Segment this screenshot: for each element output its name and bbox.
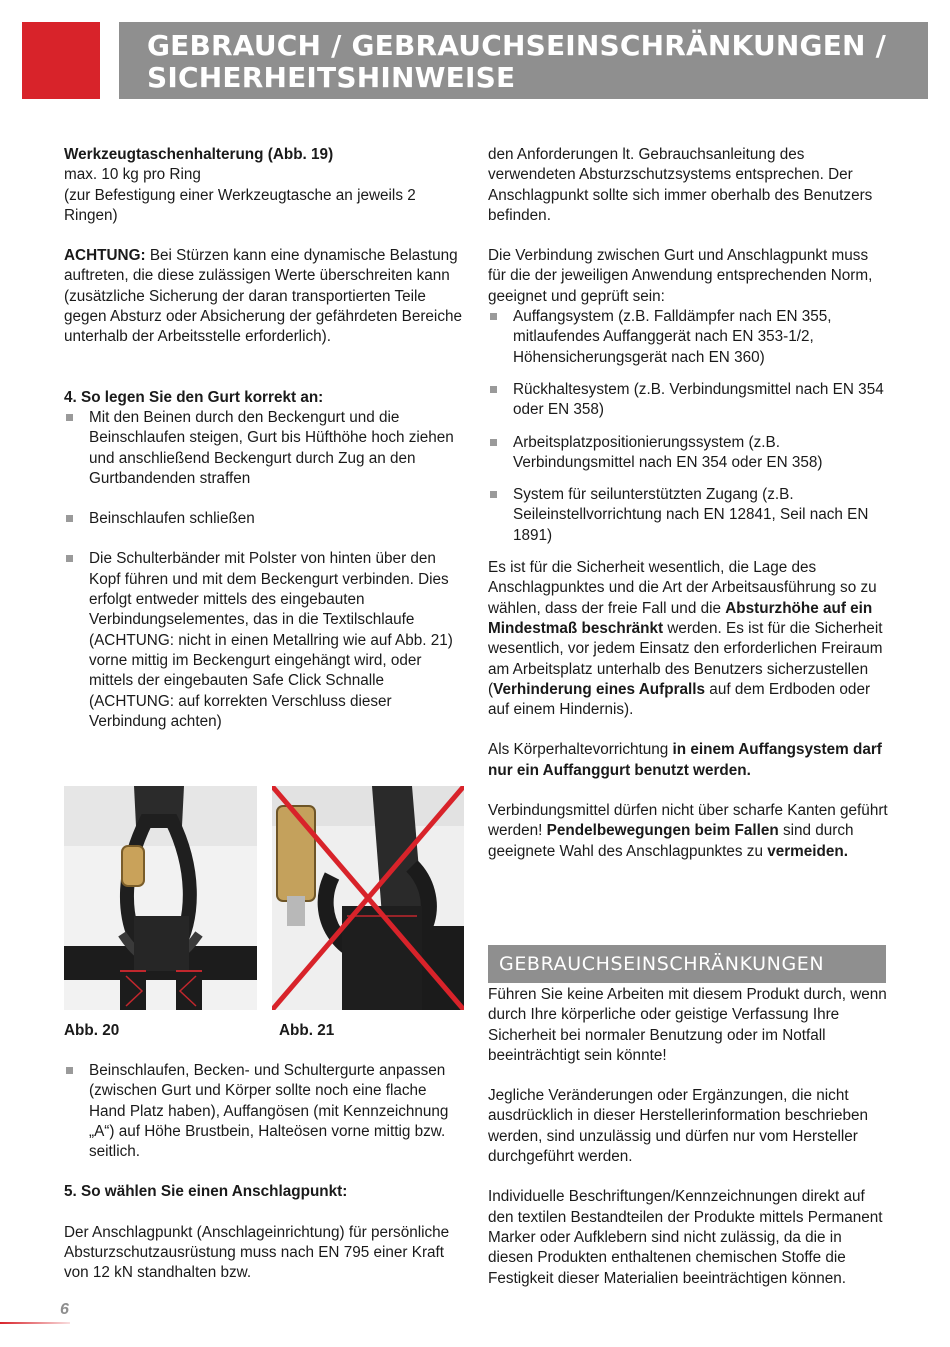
section-5-text: Der Anschlagpunkt (Anschlageinrichtung) für persönliche Absturzschutzausrüstung muss nach EN 795 einer Kraft von 12 kN standhalten bzw.	[64, 1223, 450, 1282]
anchor-requirements-paragraph: den Anforderungen lt. Gebrauchsanleitung des verwendeten Absturzschutzsystems entsprechen. Der Anschlagpunkt sollte sich immer oberhalb des Benutzers befinden.	[488, 146, 873, 224]
page-title-line-1: GEBRAUCH / GEBRAUCHSEINSCHRÄNKUNGEN /	[147, 29, 887, 62]
page-title-line-2: SICHERHEITSHINWEISE	[147, 61, 516, 94]
list-item: Beinschlaufen, Becken- und Schultergurte anpassen (zwischen Gurt und Körper sollte noch eine flache Hand Platz haben), Auffangösen (mit Kennzeichnung „A“) auf Höhe Brustbein, Halteösen vorne mittig bzw. seitlich.	[64, 1061, 464, 1162]
section-4-bullet-list	[64, 408, 464, 732]
figure-caption-abb-21: Abb. 21	[279, 1022, 335, 1039]
list-item: Rückhaltesystem (z.B. Verbindungsmittel nach EN 354 oder EN 358)	[488, 380, 888, 421]
footer-accent-line	[0, 1322, 70, 1324]
list-item: Beinschlaufen schließen	[64, 509, 464, 529]
section-5-heading: 5. So wählen Sie einen Anschlagpunkt:	[64, 1183, 348, 1201]
list-item: Mit den Beinen durch den Beckengurt und die Beinschlaufen steigen, Gurt bis Hüfthöhe hoch ziehen und anschließend Beckengurt durch Zug an den Gurtbandenden straffen	[64, 408, 464, 489]
section-4-heading: 4. So legen Sie den Gurt korrekt an:	[64, 388, 324, 406]
connection-standard-paragraph: Die Verbindung zwischen Gurt und Anschlagpunkt muss für die der jeweiligen Anwendung entsprechenden Norm, geeignet und geprüft sein:	[488, 247, 873, 305]
page-number: 6	[60, 1301, 69, 1318]
page-title	[147, 30, 886, 94]
figure-caption-abb-20: Abb. 20	[64, 1022, 120, 1039]
list-item: Die Schulterbänder mit Polster von hinten über den Kopf führen und mit dem Beckengurt verbinden. Dies erfolgt entweder mittels des eingebauten Verbindungselementes, das in die Textilschlaufe (ACHTUNG: nicht in einen Metallring wie auf Abb. 21) vorne mittig im Beckengurt eingehängt wird, oder mittels der eingebauten Safe Click Schnalle (ACHTUNG: auf korrekten Verschluss dieser Verbindung achten)	[64, 549, 464, 732]
tool-holder-line-1: max. 10 kg pro Ring	[64, 166, 201, 184]
right-column-bottom	[488, 985, 888, 1289]
harness-photo-abb-20	[64, 786, 257, 1010]
restriction-paragraph-2: Jegliche Veränderungen oder Ergänzungen, die nicht ausdrücklich in dieser Herstellerinformation beschrieben werden, sind unzulässig und dürfen nur vom Hersteller durchgeführt werden.	[488, 1087, 869, 1166]
restriction-paragraph-1: Führen Sie keine Arbeiten mit diesem Produkt durch, wenn durch Ihre körperliche oder geistige Verfassung Ihre Sicherheit bei normaler Benutzung oder im Notfall beeinträchtigt sein könnte!	[488, 986, 887, 1064]
warning-text: Bei Stürzen kann eine dynamische Belastung auftreten, die diese zulässigen Werte überschreiten kann (zusätzliche Sicherung der daran transportierten Teile gegen Absturz oder Absicherung der gefährdeten Bereiche unterhalb der Arbeitsstelle erforderlich).	[64, 247, 462, 346]
right-column	[488, 145, 888, 862]
left-column-bottom	[64, 1061, 464, 1284]
tool-holder-line-2: (zur Befestigung einer Werkzeugtasche an jeweils 2 Ringen)	[64, 186, 416, 224]
tool-holder-heading: Werkzeugtaschenhalterung (Abb. 19)	[64, 146, 334, 163]
harness-photo-abb-21	[272, 786, 464, 1010]
header-red-square	[22, 22, 100, 99]
edges-paragraph: Verbindungsmittel dürfen nicht über scharfe Kanten geführt werden! Pendelbewegungen beim Fallen sind durch geeignete Wahl des Anschlagpunktes zu vermeiden.	[488, 802, 888, 860]
list-item: Arbeitsplatzpositionierungssystem (z.B. Verbindungsmittel nach EN 354 oder EN 358)	[488, 433, 888, 474]
harness-photos	[64, 786, 464, 1010]
restriction-paragraph-3: Individuelle Beschriftungen/Kennzeichnungen direkt auf den textilen Bestandteilen der Produkte mittels Permanent Marker oder Aufklebern sind nicht zulässig, da die in diesen Produkten enthaltenen chemischen Stoffe die Festigkeit dieser Materialien beeinträchtigen können.	[488, 1188, 883, 1287]
system-bullet-list	[488, 307, 888, 546]
warning-label: ACHTUNG:	[64, 247, 146, 265]
harness-usage-paragraph: Als Körperhaltevorrichtung in einem Auffangsystem darf nur ein Auffanggurt benutzt werden.	[488, 741, 882, 779]
warning-paragraph	[64, 246, 464, 347]
list-item: System für seilunterstützten Zugang (z.B. Seileinstellvorrichtung nach EN 12841, Seil nach EN 1891)	[488, 485, 888, 546]
usage-restrictions-header	[488, 945, 886, 983]
header-title-bar	[119, 22, 928, 99]
left-column	[64, 145, 464, 732]
safety-paragraph: Es ist für die Sicherheit wesentlich, die Lage des Anschlagpunktes und die Art der Arbeitsausführung so zu wählen, dass der freie Fall und die Absturzhöhe auf ein Mindestmaß beschränkt werden. Es ist für die Sicherheit wesentlich, vor jedem Einsatz den erforderlichen Freiraum am Arbeitsplatz unterhalb des Benutzers sicherzustellen (Verhinderung eines Aufpralls auf dem Erdboden oder auf einem Hindernis).	[488, 559, 883, 719]
list-item: Auffangsystem (z.B. Falldämpfer nach EN 355, mitlaufendes Auffanggerät nach EN 353-1/2, Höhensicherungsgerät nach EN 360)	[488, 307, 888, 368]
adjust-bullet-list	[64, 1061, 464, 1162]
usage-restrictions-title: GEBRAUCHSEINSCHRÄNKUNGEN	[499, 953, 825, 975]
